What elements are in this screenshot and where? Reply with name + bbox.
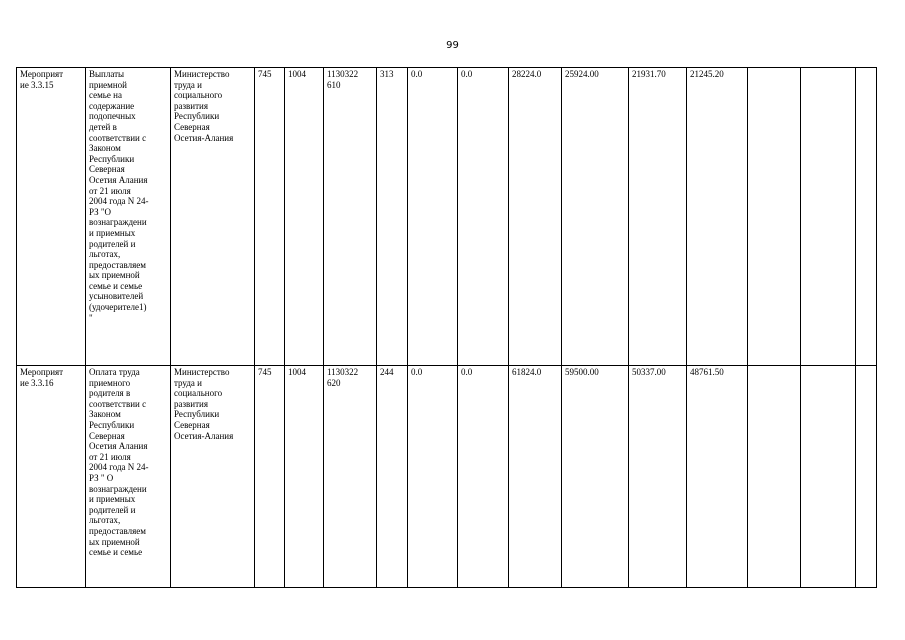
vr-cell: 244 — [377, 366, 408, 588]
grbs-cell: 745 — [255, 366, 285, 588]
event-name-cell: Выплаты приемной семье на содержание подопечных детей в соответствии с Законом Республики Северная Осетия Алания от 21 июля 2004 года N 24- РЗ "О вознаграждени и приемных родителей и льготах, предоставляем ых приемной семье и семье усыновителей (удочерителе1) " — [86, 68, 171, 366]
value-cell: 21245.20 — [687, 68, 748, 366]
table-row — [17, 68, 877, 366]
value-cell: 21931.70 — [629, 68, 687, 366]
vr-cell: 313 — [377, 68, 408, 366]
executor-cell: Министерство труда и социального развития Республики Северная Осетия-Алания — [171, 68, 255, 366]
csr-cell: 1130322 610 — [324, 68, 377, 366]
value-cell: 0.0 — [408, 68, 458, 366]
value-cell — [748, 366, 801, 588]
event-name-cell: Оплата труда приемного родителя в соответствии с Законом Республики Северная Осетия Алания от 21 июля 2004 года N 24- РЗ " О вознаграждени и приемных родителей и льготах, предоставляем ых приемной семье и семье — [86, 366, 171, 588]
page-number: 99 — [446, 40, 459, 51]
value-cell — [856, 68, 877, 366]
budget-table — [16, 67, 877, 588]
event-code-cell: Мероприят ие 3.3.16 — [17, 366, 86, 588]
value-cell — [801, 68, 856, 366]
value-cell: 25924.00 — [562, 68, 629, 366]
executor-cell: Министерство труда и социального развития Республики Северная Осетия-Алания — [171, 366, 255, 588]
value-cell: 28224.0 — [509, 68, 562, 366]
value-cell: 61824.0 — [509, 366, 562, 588]
value-cell — [748, 68, 801, 366]
event-code-cell: Мероприят ие 3.3.15 — [17, 68, 86, 366]
value-cell: 0.0 — [458, 68, 509, 366]
value-cell — [801, 366, 856, 588]
value-cell: 59500.00 — [562, 366, 629, 588]
value-cell: 0.0 — [458, 366, 509, 588]
value-cell — [856, 366, 877, 588]
grbs-cell: 745 — [255, 68, 285, 366]
value-cell: 48761.50 — [687, 366, 748, 588]
value-cell: 0.0 — [408, 366, 458, 588]
csr-cell: 1130322 620 — [324, 366, 377, 588]
table-row — [17, 366, 877, 588]
rzpr-cell: 1004 — [285, 366, 324, 588]
value-cell: 50337.00 — [629, 366, 687, 588]
rzpr-cell: 1004 — [285, 68, 324, 366]
